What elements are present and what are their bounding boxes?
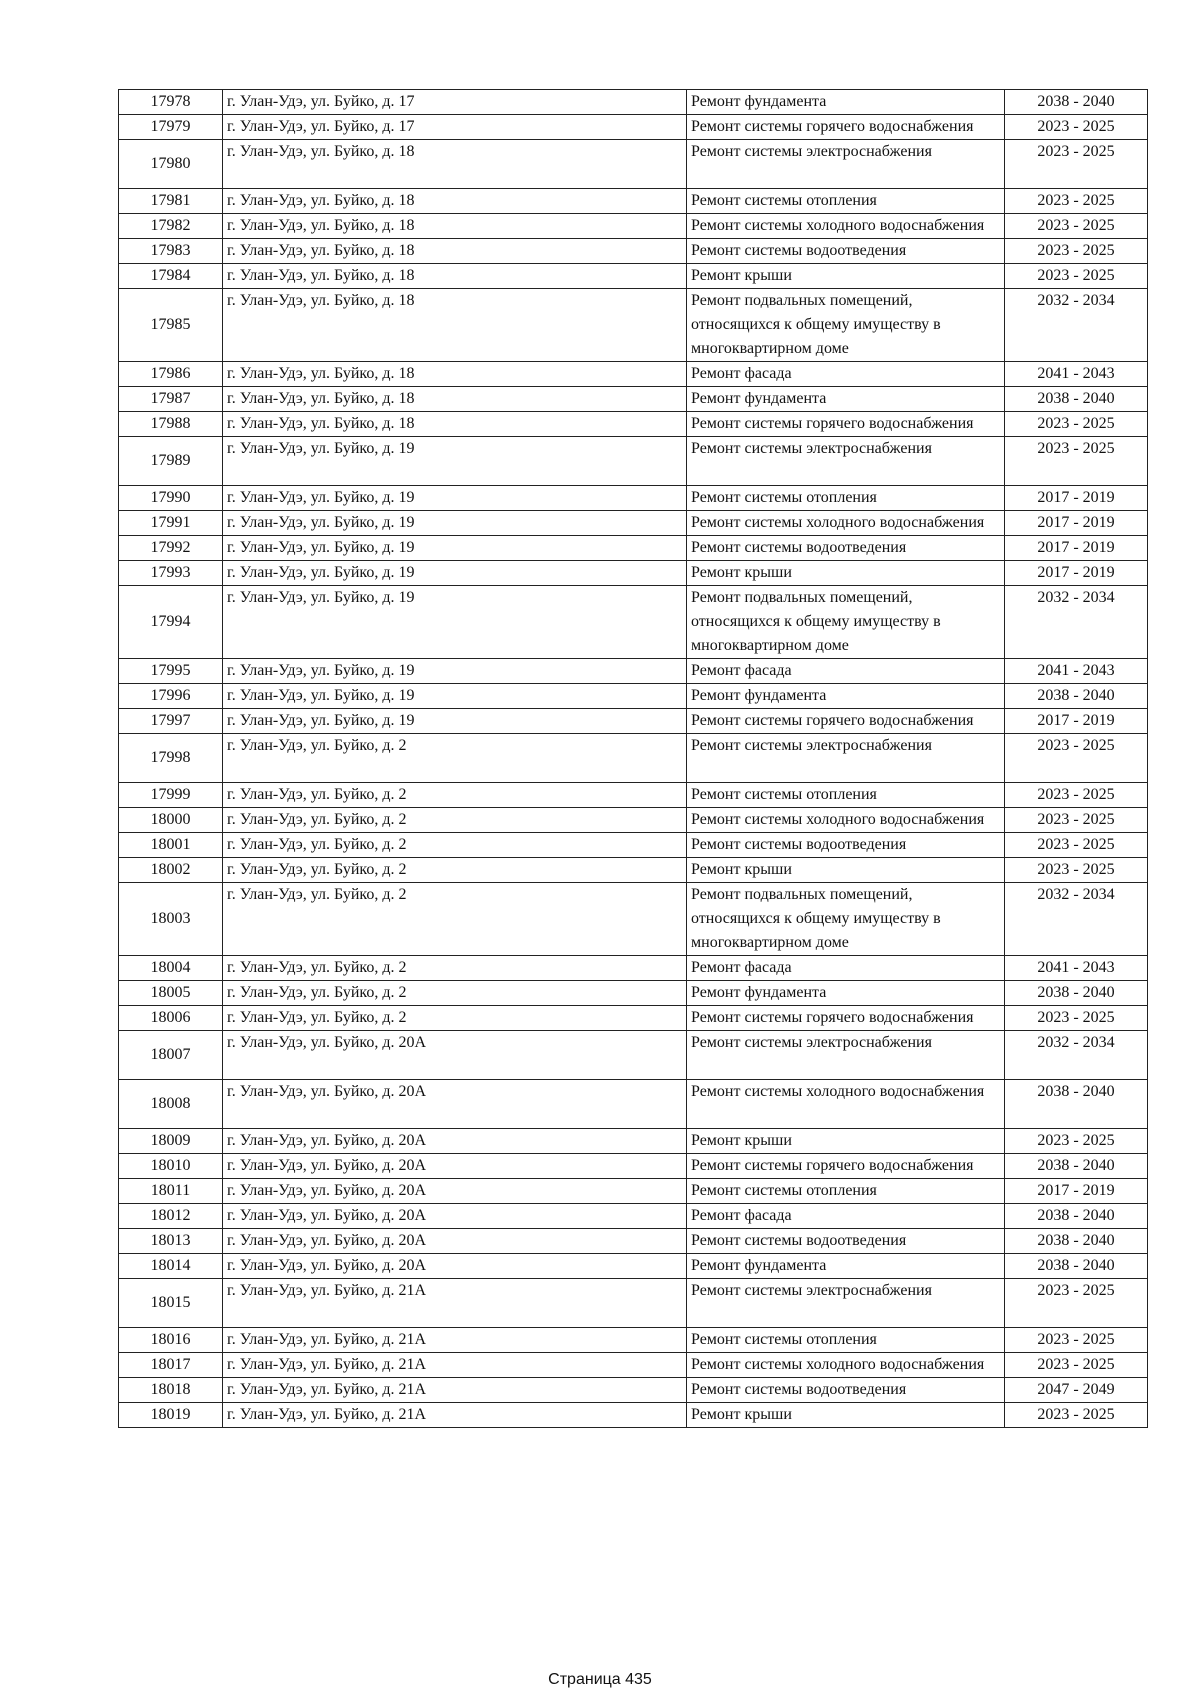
- row-number: 18018: [119, 1378, 223, 1403]
- table-row: [119, 833, 1148, 858]
- period-cell: 2041 - 2043: [1005, 659, 1148, 684]
- row-number: 17994: [119, 586, 223, 659]
- table-row: [119, 239, 1148, 264]
- work-type-cell: Ремонт подвальных помещений, относящихся к общему имуществу в многоквартирном доме: [687, 586, 1005, 659]
- table-row: [119, 1204, 1148, 1229]
- row-number: 18006: [119, 1006, 223, 1031]
- row-number: 18009: [119, 1129, 223, 1154]
- work-type-cell: Ремонт системы водоотведения: [687, 1229, 1005, 1254]
- period-cell: 2047 - 2049: [1005, 1378, 1148, 1403]
- work-type-cell: Ремонт системы горячего водоснабжения: [687, 412, 1005, 437]
- period-cell: 2041 - 2043: [1005, 956, 1148, 981]
- row-number: 17986: [119, 362, 223, 387]
- row-number: 18016: [119, 1328, 223, 1353]
- address-cell: г. Улан-Удэ, ул. Буйко, д. 2: [223, 833, 687, 858]
- period-cell: 2023 - 2025: [1005, 1353, 1148, 1378]
- table-row: [119, 561, 1148, 586]
- table-row: [119, 1353, 1148, 1378]
- row-number: 17987: [119, 387, 223, 412]
- row-number: 17988: [119, 412, 223, 437]
- work-type-cell: Ремонт системы холодного водоснабжения: [687, 214, 1005, 239]
- work-type-cell: Ремонт фундамента: [687, 684, 1005, 709]
- table-row: [119, 1031, 1148, 1080]
- address-cell: г. Улан-Удэ, ул. Буйко, д. 18: [223, 189, 687, 214]
- address-cell: г. Улан-Удэ, ул. Буйко, д. 2: [223, 883, 687, 956]
- address-cell: г. Улан-Удэ, ул. Буйко, д. 19: [223, 437, 687, 486]
- address-cell: г. Улан-Удэ, ул. Буйко, д. 2: [223, 858, 687, 883]
- row-number: 17995: [119, 659, 223, 684]
- work-type-cell: Ремонт системы электроснабжения: [687, 437, 1005, 486]
- period-cell: 2038 - 2040: [1005, 981, 1148, 1006]
- table-row: [119, 1154, 1148, 1179]
- period-cell: 2017 - 2019: [1005, 536, 1148, 561]
- row-number: 18019: [119, 1403, 223, 1428]
- table-row: [119, 1254, 1148, 1279]
- table-body: [119, 90, 1148, 1428]
- address-cell: г. Улан-Удэ, ул. Буйко, д. 19: [223, 536, 687, 561]
- work-type-cell: Ремонт фасада: [687, 362, 1005, 387]
- address-cell: г. Улан-Удэ, ул. Буйко, д. 17: [223, 115, 687, 140]
- table-row: [119, 486, 1148, 511]
- work-type-cell: Ремонт крыши: [687, 561, 1005, 586]
- page-number: Страница 435: [548, 1671, 652, 1688]
- period-cell: 2023 - 2025: [1005, 189, 1148, 214]
- work-type-cell: Ремонт системы водоотведения: [687, 536, 1005, 561]
- work-type-cell: Ремонт системы водоотведения: [687, 1378, 1005, 1403]
- address-cell: г. Улан-Удэ, ул. Буйко, д. 18: [223, 362, 687, 387]
- work-type-cell: Ремонт системы отопления: [687, 1328, 1005, 1353]
- period-cell: 2017 - 2019: [1005, 709, 1148, 734]
- period-cell: 2023 - 2025: [1005, 437, 1148, 486]
- table-row: [119, 1129, 1148, 1154]
- work-type-cell: Ремонт системы электроснабжения: [687, 734, 1005, 783]
- work-type-cell: Ремонт системы отопления: [687, 783, 1005, 808]
- work-type-cell: Ремонт крыши: [687, 264, 1005, 289]
- work-type-cell: Ремонт крыши: [687, 1129, 1005, 1154]
- work-type-cell: Ремонт системы водоотведения: [687, 239, 1005, 264]
- address-cell: г. Улан-Удэ, ул. Буйко, д. 19: [223, 486, 687, 511]
- period-cell: 2032 - 2034: [1005, 586, 1148, 659]
- row-number: 17989: [119, 437, 223, 486]
- table-row: [119, 1229, 1148, 1254]
- period-cell: 2038 - 2040: [1005, 1229, 1148, 1254]
- address-cell: г. Улан-Удэ, ул. Буйко, д. 2: [223, 956, 687, 981]
- table-row: [119, 214, 1148, 239]
- work-type-cell: Ремонт системы горячего водоснабжения: [687, 709, 1005, 734]
- period-cell: 2023 - 2025: [1005, 833, 1148, 858]
- table-row: [119, 536, 1148, 561]
- address-cell: г. Улан-Удэ, ул. Буйко, д. 2: [223, 808, 687, 833]
- work-type-cell: Ремонт системы водоотведения: [687, 833, 1005, 858]
- address-cell: г. Улан-Удэ, ул. Буйко, д. 19: [223, 586, 687, 659]
- row-number: 18013: [119, 1229, 223, 1254]
- work-type-cell: Ремонт системы холодного водоснабжения: [687, 808, 1005, 833]
- address-cell: г. Улан-Удэ, ул. Буйко, д. 20А: [223, 1204, 687, 1229]
- work-type-cell: Ремонт системы горячего водоснабжения: [687, 115, 1005, 140]
- row-number: 17979: [119, 115, 223, 140]
- table-row: [119, 362, 1148, 387]
- work-type-cell: Ремонт фундамента: [687, 981, 1005, 1006]
- table-row: [119, 883, 1148, 956]
- period-cell: 2017 - 2019: [1005, 561, 1148, 586]
- period-cell: 2023 - 2025: [1005, 734, 1148, 783]
- table-row: [119, 684, 1148, 709]
- row-number: 17978: [119, 90, 223, 115]
- period-cell: 2023 - 2025: [1005, 140, 1148, 189]
- table-row: [119, 981, 1148, 1006]
- period-cell: 2023 - 2025: [1005, 1006, 1148, 1031]
- table-row: [119, 858, 1148, 883]
- table-row: [119, 1403, 1148, 1428]
- period-cell: 2023 - 2025: [1005, 858, 1148, 883]
- table-row: [119, 586, 1148, 659]
- table-row: [119, 1328, 1148, 1353]
- address-cell: г. Улан-Удэ, ул. Буйко, д. 18: [223, 239, 687, 264]
- address-cell: г. Улан-Удэ, ул. Буйко, д. 18: [223, 412, 687, 437]
- row-number: 17998: [119, 734, 223, 783]
- period-cell: 2041 - 2043: [1005, 362, 1148, 387]
- work-type-cell: Ремонт системы отопления: [687, 1179, 1005, 1204]
- period-cell: 2017 - 2019: [1005, 486, 1148, 511]
- row-number: 18004: [119, 956, 223, 981]
- table-row: [119, 1279, 1148, 1328]
- work-type-cell: Ремонт крыши: [687, 1403, 1005, 1428]
- period-cell: 2023 - 2025: [1005, 1328, 1148, 1353]
- address-cell: г. Улан-Удэ, ул. Буйко, д. 21А: [223, 1378, 687, 1403]
- period-cell: 2023 - 2025: [1005, 783, 1148, 808]
- period-cell: 2032 - 2034: [1005, 289, 1148, 362]
- work-type-cell: Ремонт системы горячего водоснабжения: [687, 1006, 1005, 1031]
- address-cell: г. Улан-Удэ, ул. Буйко, д. 21А: [223, 1403, 687, 1428]
- work-type-cell: Ремонт системы холодного водоснабжения: [687, 1353, 1005, 1378]
- address-cell: г. Улан-Удэ, ул. Буйко, д. 2: [223, 981, 687, 1006]
- address-cell: г. Улан-Удэ, ул. Буйко, д. 20А: [223, 1229, 687, 1254]
- period-cell: 2023 - 2025: [1005, 1403, 1148, 1428]
- address-cell: г. Улан-Удэ, ул. Буйко, д. 2: [223, 783, 687, 808]
- table-row: [119, 659, 1148, 684]
- period-cell: 2032 - 2034: [1005, 883, 1148, 956]
- row-number: 18010: [119, 1154, 223, 1179]
- row-number: 18014: [119, 1254, 223, 1279]
- work-type-cell: Ремонт фундамента: [687, 387, 1005, 412]
- work-type-cell: Ремонт системы холодного водоснабжения: [687, 511, 1005, 536]
- address-cell: г. Улан-Удэ, ул. Буйко, д. 18: [223, 140, 687, 189]
- row-number: 17991: [119, 511, 223, 536]
- work-type-cell: Ремонт системы холодного водоснабжения: [687, 1080, 1005, 1129]
- work-type-cell: Ремонт крыши: [687, 858, 1005, 883]
- table-row: [119, 956, 1148, 981]
- address-cell: г. Улан-Удэ, ул. Буйко, д. 20А: [223, 1080, 687, 1129]
- table-row: [119, 511, 1148, 536]
- table-row: [119, 387, 1148, 412]
- address-cell: г. Улан-Удэ, ул. Буйко, д. 19: [223, 684, 687, 709]
- table-row: [119, 734, 1148, 783]
- work-type-cell: Ремонт фундамента: [687, 90, 1005, 115]
- repair-schedule-table: [118, 89, 1148, 1428]
- address-cell: г. Улан-Удэ, ул. Буйко, д. 19: [223, 709, 687, 734]
- row-number: 18008: [119, 1080, 223, 1129]
- period-cell: 2023 - 2025: [1005, 115, 1148, 140]
- row-number: 17985: [119, 289, 223, 362]
- row-number: 17996: [119, 684, 223, 709]
- address-cell: г. Улан-Удэ, ул. Буйко, д. 19: [223, 561, 687, 586]
- work-type-cell: Ремонт фасада: [687, 1204, 1005, 1229]
- row-number: 17993: [119, 561, 223, 586]
- work-type-cell: Ремонт системы электроснабжения: [687, 140, 1005, 189]
- period-cell: 2038 - 2040: [1005, 387, 1148, 412]
- period-cell: 2023 - 2025: [1005, 264, 1148, 289]
- table-row: [119, 412, 1148, 437]
- address-cell: г. Улан-Удэ, ул. Буйко, д. 20А: [223, 1179, 687, 1204]
- address-cell: г. Улан-Удэ, ул. Буйко, д. 21А: [223, 1328, 687, 1353]
- address-cell: г. Улан-Удэ, ул. Буйко, д. 20А: [223, 1254, 687, 1279]
- row-number: 17984: [119, 264, 223, 289]
- period-cell: 2038 - 2040: [1005, 90, 1148, 115]
- table-row: [119, 709, 1148, 734]
- table-row: [119, 90, 1148, 115]
- work-type-cell: Ремонт системы отопления: [687, 189, 1005, 214]
- row-number: 17983: [119, 239, 223, 264]
- address-cell: г. Улан-Удэ, ул. Буйко, д. 18: [223, 264, 687, 289]
- address-cell: г. Улан-Удэ, ул. Буйко, д. 20А: [223, 1129, 687, 1154]
- table-row: [119, 783, 1148, 808]
- period-cell: 2017 - 2019: [1005, 1179, 1148, 1204]
- row-number: 18011: [119, 1179, 223, 1204]
- work-type-cell: Ремонт подвальных помещений, относящихся к общему имуществу в многоквартирном доме: [687, 883, 1005, 956]
- table-row: [119, 1080, 1148, 1129]
- row-number: 17980: [119, 140, 223, 189]
- work-type-cell: Ремонт системы электроснабжения: [687, 1279, 1005, 1328]
- address-cell: г. Улан-Удэ, ул. Буйко, д. 18: [223, 214, 687, 239]
- period-cell: 2032 - 2034: [1005, 1031, 1148, 1080]
- period-cell: 2023 - 2025: [1005, 412, 1148, 437]
- row-number: 18000: [119, 808, 223, 833]
- table-row: [119, 437, 1148, 486]
- address-cell: г. Улан-Удэ, ул. Буйко, д. 21А: [223, 1353, 687, 1378]
- row-number: 17999: [119, 783, 223, 808]
- period-cell: 2038 - 2040: [1005, 1154, 1148, 1179]
- work-type-cell: Ремонт системы отопления: [687, 486, 1005, 511]
- period-cell: 2038 - 2040: [1005, 1204, 1148, 1229]
- period-cell: 2023 - 2025: [1005, 808, 1148, 833]
- work-type-cell: Ремонт системы электроснабжения: [687, 1031, 1005, 1080]
- row-number: 18012: [119, 1204, 223, 1229]
- work-type-cell: Ремонт фасада: [687, 659, 1005, 684]
- work-type-cell: Ремонт подвальных помещений, относящихся к общему имуществу в многоквартирном доме: [687, 289, 1005, 362]
- row-number: 17992: [119, 536, 223, 561]
- period-cell: 2038 - 2040: [1005, 1080, 1148, 1129]
- address-cell: г. Улан-Удэ, ул. Буйко, д. 19: [223, 511, 687, 536]
- row-number: 17997: [119, 709, 223, 734]
- row-number: 17982: [119, 214, 223, 239]
- work-type-cell: Ремонт фасада: [687, 956, 1005, 981]
- period-cell: 2038 - 2040: [1005, 684, 1148, 709]
- address-cell: г. Улан-Удэ, ул. Буйко, д. 19: [223, 659, 687, 684]
- address-cell: г. Улан-Удэ, ул. Буйко, д. 17: [223, 90, 687, 115]
- period-cell: 2023 - 2025: [1005, 214, 1148, 239]
- row-number: 18007: [119, 1031, 223, 1080]
- table-row: [119, 115, 1148, 140]
- period-cell: 2023 - 2025: [1005, 1129, 1148, 1154]
- row-number: 18015: [119, 1279, 223, 1328]
- work-type-cell: Ремонт системы горячего водоснабжения: [687, 1154, 1005, 1179]
- table-row: [119, 289, 1148, 362]
- table-row: [119, 1179, 1148, 1204]
- table-row: [119, 1378, 1148, 1403]
- table-row: [119, 140, 1148, 189]
- row-number: 18017: [119, 1353, 223, 1378]
- period-cell: 2023 - 2025: [1005, 239, 1148, 264]
- address-cell: г. Улан-Удэ, ул. Буйко, д. 18: [223, 289, 687, 362]
- address-cell: г. Улан-Удэ, ул. Буйко, д. 20А: [223, 1154, 687, 1179]
- row-number: 18002: [119, 858, 223, 883]
- row-number: 17990: [119, 486, 223, 511]
- table-row: [119, 808, 1148, 833]
- address-cell: г. Улан-Удэ, ул. Буйко, д. 2: [223, 1006, 687, 1031]
- row-number: 18001: [119, 833, 223, 858]
- row-number: 18005: [119, 981, 223, 1006]
- address-cell: г. Улан-Удэ, ул. Буйко, д. 21А: [223, 1279, 687, 1328]
- table-row: [119, 264, 1148, 289]
- row-number: 17981: [119, 189, 223, 214]
- address-cell: г. Улан-Удэ, ул. Буйко, д. 2: [223, 734, 687, 783]
- work-type-cell: Ремонт фундамента: [687, 1254, 1005, 1279]
- period-cell: 2017 - 2019: [1005, 511, 1148, 536]
- period-cell: 2038 - 2040: [1005, 1254, 1148, 1279]
- period-cell: 2023 - 2025: [1005, 1279, 1148, 1328]
- table-row: [119, 1006, 1148, 1031]
- address-cell: г. Улан-Удэ, ул. Буйко, д. 20А: [223, 1031, 687, 1080]
- address-cell: г. Улан-Удэ, ул. Буйко, д. 18: [223, 387, 687, 412]
- row-number: 18003: [119, 883, 223, 956]
- table-row: [119, 189, 1148, 214]
